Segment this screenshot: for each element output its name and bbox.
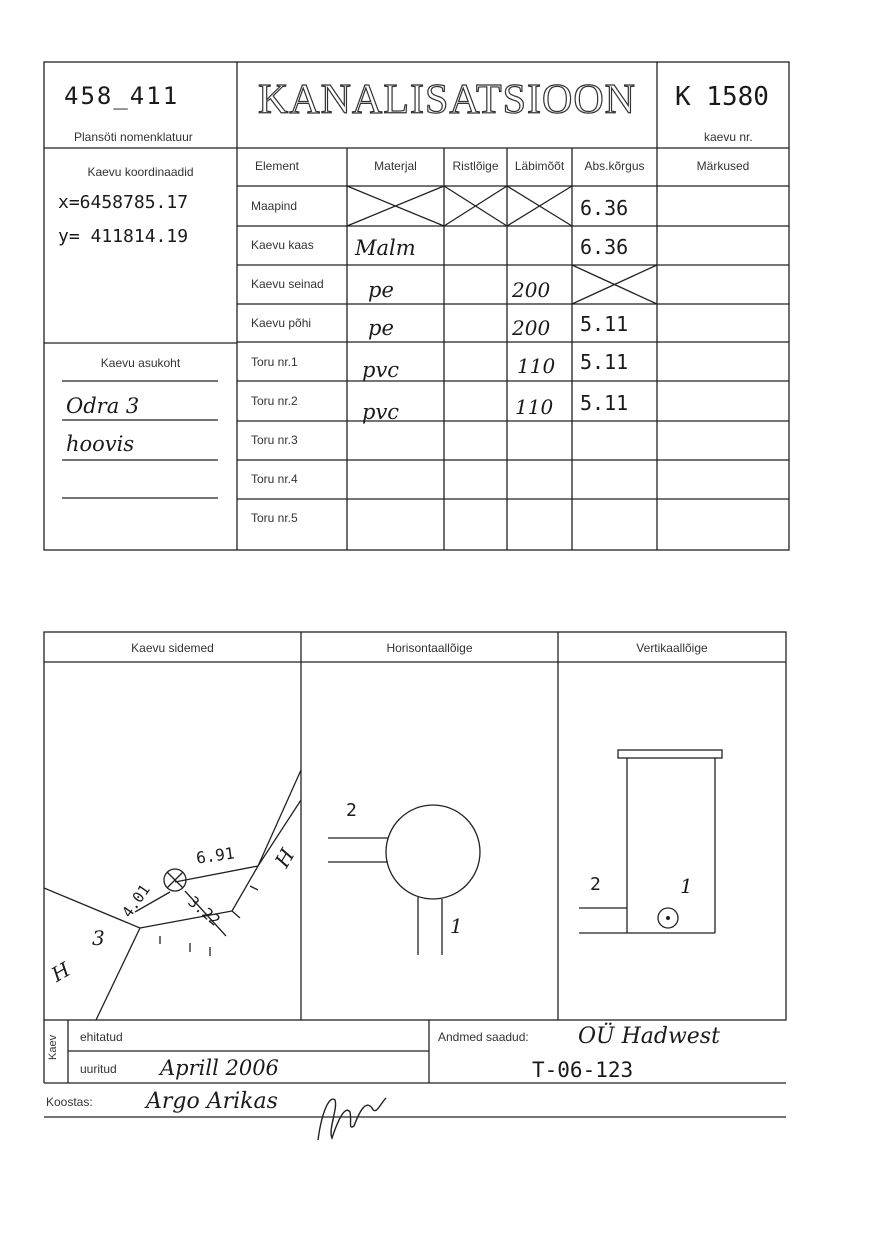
- row-element: Toru nr.2: [251, 394, 298, 408]
- row-element: Maapind: [251, 199, 298, 213]
- surveyed-label: uuritud: [80, 1062, 117, 1076]
- building-mark: H: [269, 844, 300, 872]
- row-element: Kaevu kaas: [251, 238, 314, 252]
- location-line-1: Odra 3: [66, 394, 140, 418]
- signature-scribble: [318, 1098, 386, 1140]
- data-from-label: Andmed saadud:: [438, 1030, 529, 1044]
- header-notes: Märkused: [696, 159, 750, 173]
- row-elevation: 5.11: [580, 350, 629, 374]
- building-mark: H: [47, 957, 75, 987]
- tie-distance: 6.91: [194, 843, 236, 868]
- tie-distance: 3.22: [184, 892, 224, 930]
- tie-distance: 4.01: [118, 881, 154, 921]
- row-material: pe: [368, 316, 394, 340]
- well-label: Kaev: [47, 1034, 59, 1060]
- nomenclature-value: 458_411: [64, 82, 180, 110]
- header-diameter: Läbimõõt: [514, 159, 565, 173]
- pipe-number: 2: [590, 874, 601, 895]
- row-elevation: 6.36: [580, 196, 629, 220]
- data-from-code: T-06-123: [532, 1058, 634, 1082]
- header-element: Element: [254, 159, 300, 173]
- location-line-2: hoovis: [66, 432, 135, 456]
- vertical-section-label: Vertikaallõige: [636, 641, 708, 655]
- well-number-value: K 1580: [675, 82, 769, 112]
- pipe-number: 2: [346, 800, 357, 821]
- data-from-company: OÜ Hadwest: [578, 1024, 720, 1049]
- horizontal-section-label: Horisontaallõige: [386, 641, 473, 655]
- header-section: Ristlõige: [452, 159, 499, 173]
- compiled-label: Koostas:: [46, 1095, 93, 1109]
- row-element: Kaevu põhi: [251, 316, 312, 330]
- header-elevation: Abs.kõrgus: [584, 159, 645, 173]
- coordinate-y-value: y= 411814.19: [58, 226, 189, 247]
- row-element: Toru nr.3: [251, 433, 298, 447]
- pipe-number: 1: [680, 874, 693, 898]
- row-element: Toru nr.4: [251, 472, 298, 486]
- row-material: pvc: [362, 358, 400, 382]
- row-element: Toru nr.5: [251, 511, 298, 525]
- location-label: Kaevu asukoht: [100, 356, 181, 370]
- nomenclature-label: Plansöti nomenklatuur: [74, 130, 193, 144]
- building-mark: 3: [92, 926, 105, 950]
- row-material: pvc: [362, 400, 400, 424]
- compiled-value: Argo Arikas: [146, 1089, 278, 1114]
- coordinates-label: Kaevu koordinaadid: [87, 165, 194, 179]
- row-element: Kaevu seinad: [251, 277, 324, 291]
- row-elevation: 5.11: [580, 391, 629, 415]
- surveyed-value: Aprill 2006: [160, 1056, 279, 1080]
- pipe-number: 1: [450, 914, 463, 938]
- row-element: Toru nr.1: [251, 355, 298, 369]
- built-label: ehitatud: [80, 1030, 123, 1044]
- row-diameter: 200: [512, 316, 551, 340]
- header-material: Materjal: [374, 159, 417, 173]
- row-diameter: 200: [512, 278, 551, 302]
- row-material: Malm: [355, 236, 416, 260]
- row-diameter: 110: [515, 395, 554, 419]
- ties-label: Kaevu sidemed: [131, 641, 214, 655]
- row-elevation: 5.11: [580, 312, 629, 336]
- well-number-label: kaevu nr.: [704, 130, 753, 144]
- row-elevation: 6.36: [580, 235, 629, 259]
- row-material: pe: [368, 278, 394, 302]
- page-title: KANALISATSIOON: [258, 77, 636, 123]
- coordinate-x-value: x=6458785.17: [58, 192, 189, 213]
- row-diameter: 110: [517, 354, 556, 378]
